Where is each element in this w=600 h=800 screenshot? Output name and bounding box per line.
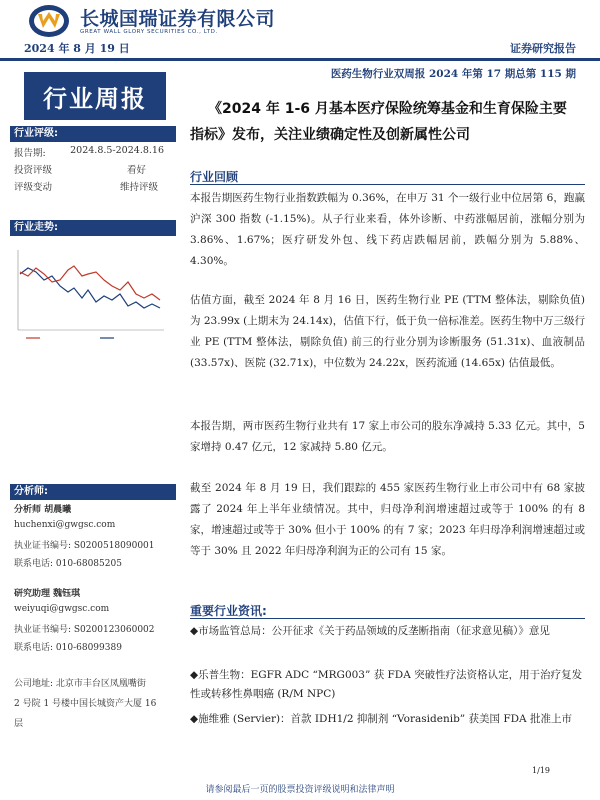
trend-section-title: 行业走势: <box>10 220 176 236</box>
header-divider <box>0 58 600 61</box>
analyst-name: 分析师 胡晨曦 <box>14 505 72 515</box>
news-divider <box>190 618 585 619</box>
company-address <box>14 674 156 734</box>
issue-line: 医药生物行业双周报 2024 年第 17 期总第 115 期 <box>330 68 576 80</box>
news-item: ◆乐普生物：EGFR ADC “MRG003” 获 FDA 突破性疗法资格认定，用于治疗复发性或转移性鼻咽癌 (R/M NPC) <box>190 669 583 700</box>
analyst-email[interactable]: huchenxi@gwgsc.com <box>14 520 116 530</box>
assistant-cert: 执业证书编号: S0200123060002 <box>14 625 155 635</box>
report-title <box>190 96 585 148</box>
footer-disclaimer: 请参阅最后一页的股票投资评级说明和法律声明 <box>205 785 395 795</box>
review-paragraph: 估值方面，截至 2024 年 8 月 16 日，医药生物行业 PE (TTM 整体法，剔除负值) 为 23.99x (上期末为 24.14x)，估值下行，低于负一倍标准差。医药生物中万三级行业 PE (TTM 整体法，剔除负值) 前三的行业分别为诊断服务 (51.31x)、血液制品 (33.57x)、医院 (32.71x)，中位数为 24.22x，医药流通 (14.65x) 估值最低。 <box>190 294 585 369</box>
review-divider <box>190 184 585 185</box>
news-heading: 重要行业资讯: <box>190 604 267 618</box>
rating-row <box>14 162 164 176</box>
assistant-email[interactable]: weiyuqi@gwgsc.com <box>14 604 110 614</box>
rating-value: 看好 <box>126 165 146 176</box>
rating-value: 维持评级 <box>119 182 158 193</box>
analyst-phone: 联系电话: 010-68085205 <box>14 559 122 569</box>
analyst-cert: 执业证书编号: S0200518090001 <box>14 541 155 551</box>
news-item: ◆施维雅 (Servier)：首款 IDH1/2 抑制剂 “Vorasidenib” 获美国 FDA 批准上市 <box>190 713 572 725</box>
assistant-name: 研究助理 魏钰琪 <box>14 589 81 599</box>
news-item: ◆市场监管总局：公开征求《关于药品领域的反垄断指南（征求意见稿）》意见 <box>190 625 550 637</box>
report-date: 2024 年 8 月 19 日 <box>24 42 130 55</box>
review-paragraph: 截至 2024 年 8 月 19 日，我们跟踪的 455 家医药生物行业上市公司中有 68 家披露了 2024 年上半年业绩情况。其中，归母净利润增速超过或等于 100% 的有 8 家，增速超过或等于 30% 但小于 100% 的有 7 家；2023 年归母净利润增速超过或等于 30% 且 2022 年归母净利润为正的公司有 15 家。 <box>190 482 585 557</box>
rating-section-title: 行业评级: <box>10 126 176 142</box>
review-heading: 行业回顾 <box>190 170 239 184</box>
assistant-phone: 联系电话: 010-68099389 <box>14 643 122 653</box>
company-logo-icon <box>28 4 70 38</box>
title-line: 《2024 年 1-6 月基本医疗保险统筹基金和生育保险主要 <box>208 101 567 117</box>
rating-label: 投资评级 <box>14 165 53 176</box>
rating-row <box>14 145 164 159</box>
rating-row <box>14 179 164 193</box>
title-line: 指标》发布，关注业绩确定性及创新属性公司 <box>190 127 470 143</box>
analyst-section-title: 分析师: <box>10 484 176 500</box>
rating-value: 2024.8.5-2024.8.16 <box>70 145 164 156</box>
industry-trend-chart <box>14 246 166 346</box>
company-name-en: GREAT WALL GLORY SECURITIES CO., LTD. <box>80 29 218 35</box>
review-paragraph: 本报告期，两市医药生物行业共有 17 家上市公司的股东净减持 5.33 亿元。其中，5 家增持 0.47 亿元，12 家减持 5.80 亿元。 <box>190 420 585 453</box>
page-number: 1/19 <box>532 766 550 775</box>
report-type: 证券研究报告 <box>510 42 576 55</box>
company-name-cn: 长城国瑞证券有限公司 <box>80 8 276 30</box>
report-tag: 行业周报 <box>24 72 166 120</box>
review-paragraph: 本报告期医药生物行业指数跌幅为 0.36%，在申万 31 个一级行业中位居第 6，跑赢沪深 300 指数 (-1.15%)。从子行业来看，体外诊断、中药涨幅居前，涨幅分别为 3.86%、1.67%；医疗研发外包、线下药店跌幅居前，跌幅分别为 5.88%、4.30%。 <box>190 192 585 267</box>
address-line: 公司地址: 北京市丰台区凤凰嘴街 <box>14 679 146 689</box>
rating-label: 评级变动 <box>14 182 53 193</box>
address-line: 层 <box>14 719 24 729</box>
rating-label: 报告期: <box>14 148 46 159</box>
address-line: 2 号院 1 号楼中国长城资产大厦 16 <box>14 699 157 709</box>
